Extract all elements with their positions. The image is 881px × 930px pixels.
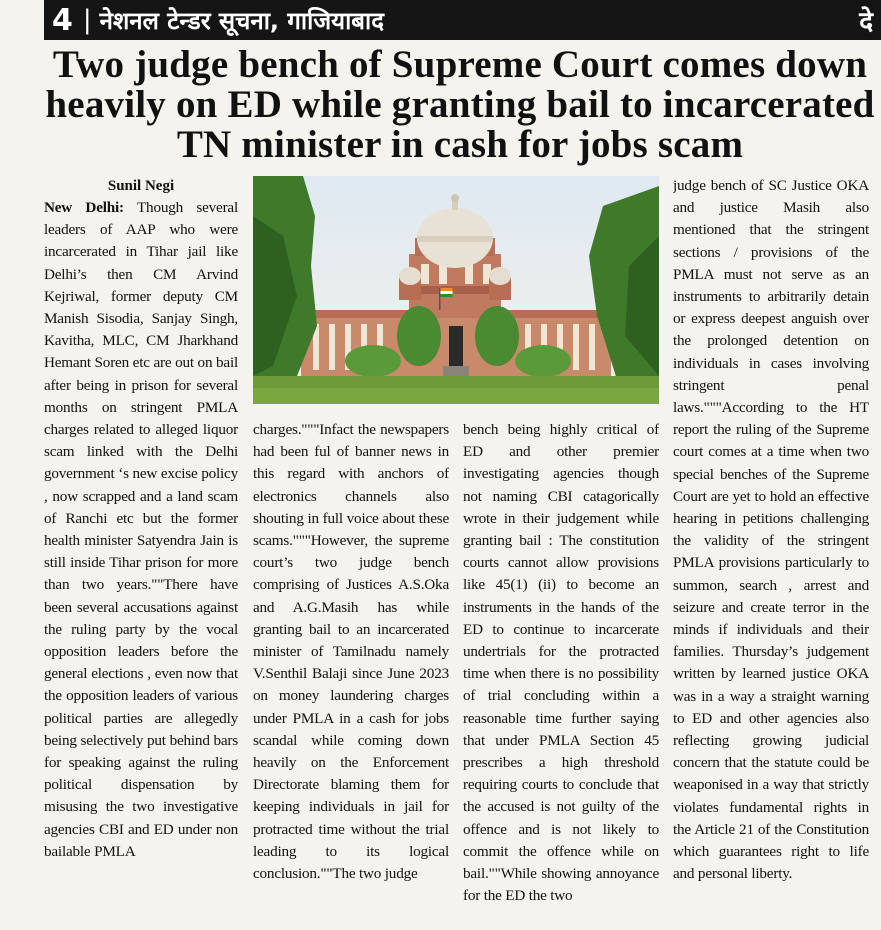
- column-2-text: charges."""Infact the newspapers had been ful of banner news in this regard with anchors of electronics channels also shouting in full voice about these scams."""However, the supreme court’s two judge bench comprising of Justices A.S.Oka and A.G.Masih has while granting bail to an incarcerated minister of Tamilnadu namely V.Senthil Balaji since June 2023 on money laundering charges under PMLA in a cash for jobs scandal while coming down heavily on the Enforcement Directorate blaming them for keeping individuals in jail for protracted time without the trial leading to its logical conclusion.""The two judge: [253, 421, 449, 883]
- masthead-edge-text: दे: [859, 7, 873, 37]
- article-column-4: [673, 175, 869, 927]
- column-3-text: bench being highly critical of ED and other premier investigating agencies though not naming CBI catagorically wrote in their judgement while granting bail : The constitution courts cannot allow provisions like 45(1) (ii) to become an instruments in the hands of the ED to continue to incarcerate undertrials for the protracted time when there is no possibility of trial concluding within a reasonable time further saying that under PMLA Section 45 prescribes a high threshold requiring courts to conclude that the accused is not guilty of the offence and is not likely to commit the offence while on bail.""While showing annoyance for the ED the two: [463, 421, 659, 905]
- publication-name: नेशनल टेन्डर सूचना, गाजियाबाद: [99, 6, 384, 35]
- article-column-2: [253, 419, 449, 927]
- supreme-court-photo: [253, 176, 659, 404]
- article-headline: Two judge bench of Supreme Court comes down heavily on ED while granting bail to incarcerated TN minister in cash for jobs scam: [45, 43, 875, 166]
- byline: Sunil Negi: [107, 178, 175, 194]
- masthead-bar: [44, 0, 881, 40]
- column-1-text: Though several leaders of AAP who were incarcerated in Tihar jail like Delhi’s then CM Arvind Kejriwal, former deputy CM Manish Sisodia, Sanjay Singh, Kavitha, MLC, CM Jharkhand Hemant Soren etc are out on bail after being in prison for several months on stringent PMLA charges related to alleged liquor scam linked with the Delhi government ‘s new excise policy , now scrapped and a land scam of Ranchi etc but the former health minister Satyendra Jain is still inside Tihar prison for more than two years.""There have been several accusations against the ruling party by the vocal opposition leaders before the general elections , even now that the opposition leaders of various political parties are allegedly being selectively put behind bars for speaking against the ruling political dispensation by misusing the two investigative agencies CBI and ED under non bailable PMLA: [44, 199, 238, 860]
- column-4-text: judge bench of SC Justice OKA and justice Masih also mentioned that the stringent sections / provisions of the PMLA must not serve as an instruments to arbitrarily detain or express deepest anguish over the prolonged detention on individuals in cases involving stringent penal laws."""According to the HT report the ruling of the Supreme court comes at a time when two special benches of the Supreme Court are yet to hold an effective hearing in petitions challenging the validity of the stringent PMLA provisions particularly to summon, search , arrest and seizure and create terror in the minds if individuals and their families. Thursday’s judgement written by learned justice OKA was in a way a straight warning to ED and other agencies also reflecting growing judicial concern that the statute could be weaponised in a way that strictly violates fundamental rights in the Article 21 of the Constitution which guarantees right to life and personal liberty.: [673, 177, 869, 883]
- masthead-separator: |: [82, 5, 92, 35]
- article-column-1: [44, 197, 238, 927]
- article-column-3: [463, 419, 659, 927]
- dateline: New Delhi:: [44, 199, 124, 216]
- page-number: 4: [52, 2, 73, 38]
